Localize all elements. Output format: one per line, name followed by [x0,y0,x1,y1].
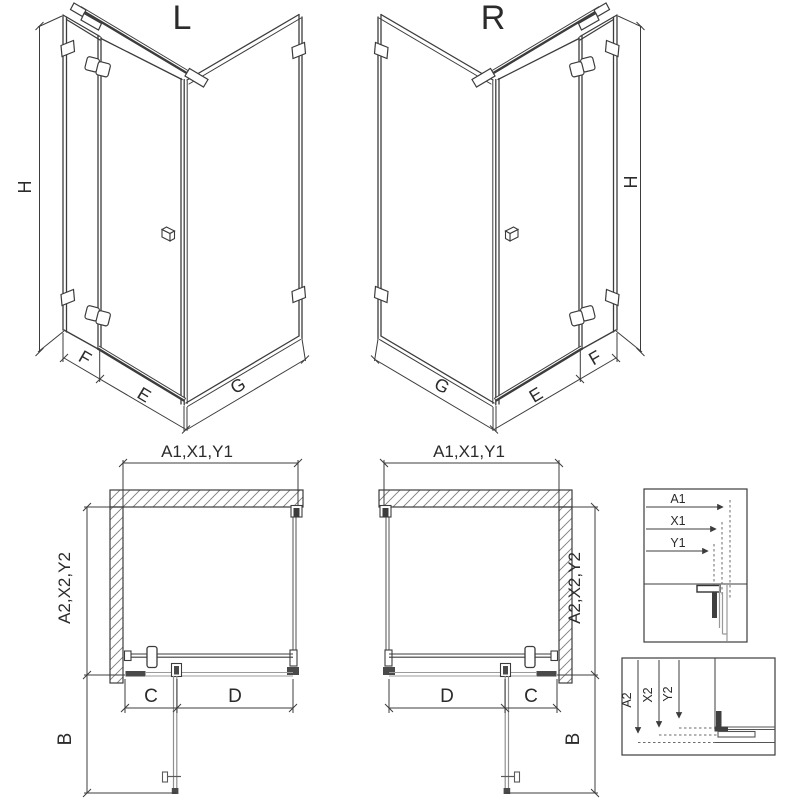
detail-a2-label: A2 [620,692,634,708]
dim-label-door-right: E [525,383,547,407]
dim-label-side-left: G [226,373,250,398]
plan-door-dim-left: D [228,686,242,707]
detail-x1-label: X1 [670,514,686,528]
plan-fixed-dim-left: C [144,686,158,707]
wall-top-hatched [110,490,303,507]
dim-label-side-right: G [430,373,454,398]
plan-swing-dim-right: B [563,732,584,746]
dim-label-height-left: H [15,180,35,194]
detail-x2-label: X2 [641,687,655,703]
plan-side-dim-right: A2,X2,Y2 [565,552,584,624]
detail-y1-label: Y1 [670,536,686,550]
persp-left-view [15,0,309,434]
plan-top-dim-right: A1,X1,Y1 [433,442,505,461]
dim-label-fixed-right: F [585,346,605,370]
wall-side-hatched [110,507,123,683]
plan-side-dim-left: A2,X2,Y2 [55,552,74,624]
plan-top-dim-left: A1,X1,Y1 [161,442,233,461]
persp-right-view [371,0,645,434]
view-title-right: R [480,0,506,37]
dim-label-door-left: E [133,383,155,407]
wall-top-hatched [379,490,572,507]
plan-fixed-dim-right: C [524,686,538,707]
detail-y2-label: Y2 [661,686,675,702]
detail-box-depth [620,658,775,755]
plan-door-dim-right: D [440,686,454,707]
detail-a1-label: A1 [670,492,686,506]
plan-left-view [55,442,303,797]
detail-box-width [644,489,747,642]
dim-label-height-right: H [621,175,641,189]
view-title-left: L [172,0,192,37]
plan-right-view [379,442,599,797]
dim-label-fixed-left: F [75,346,95,370]
plan-swing-dim-left: B [55,732,76,746]
